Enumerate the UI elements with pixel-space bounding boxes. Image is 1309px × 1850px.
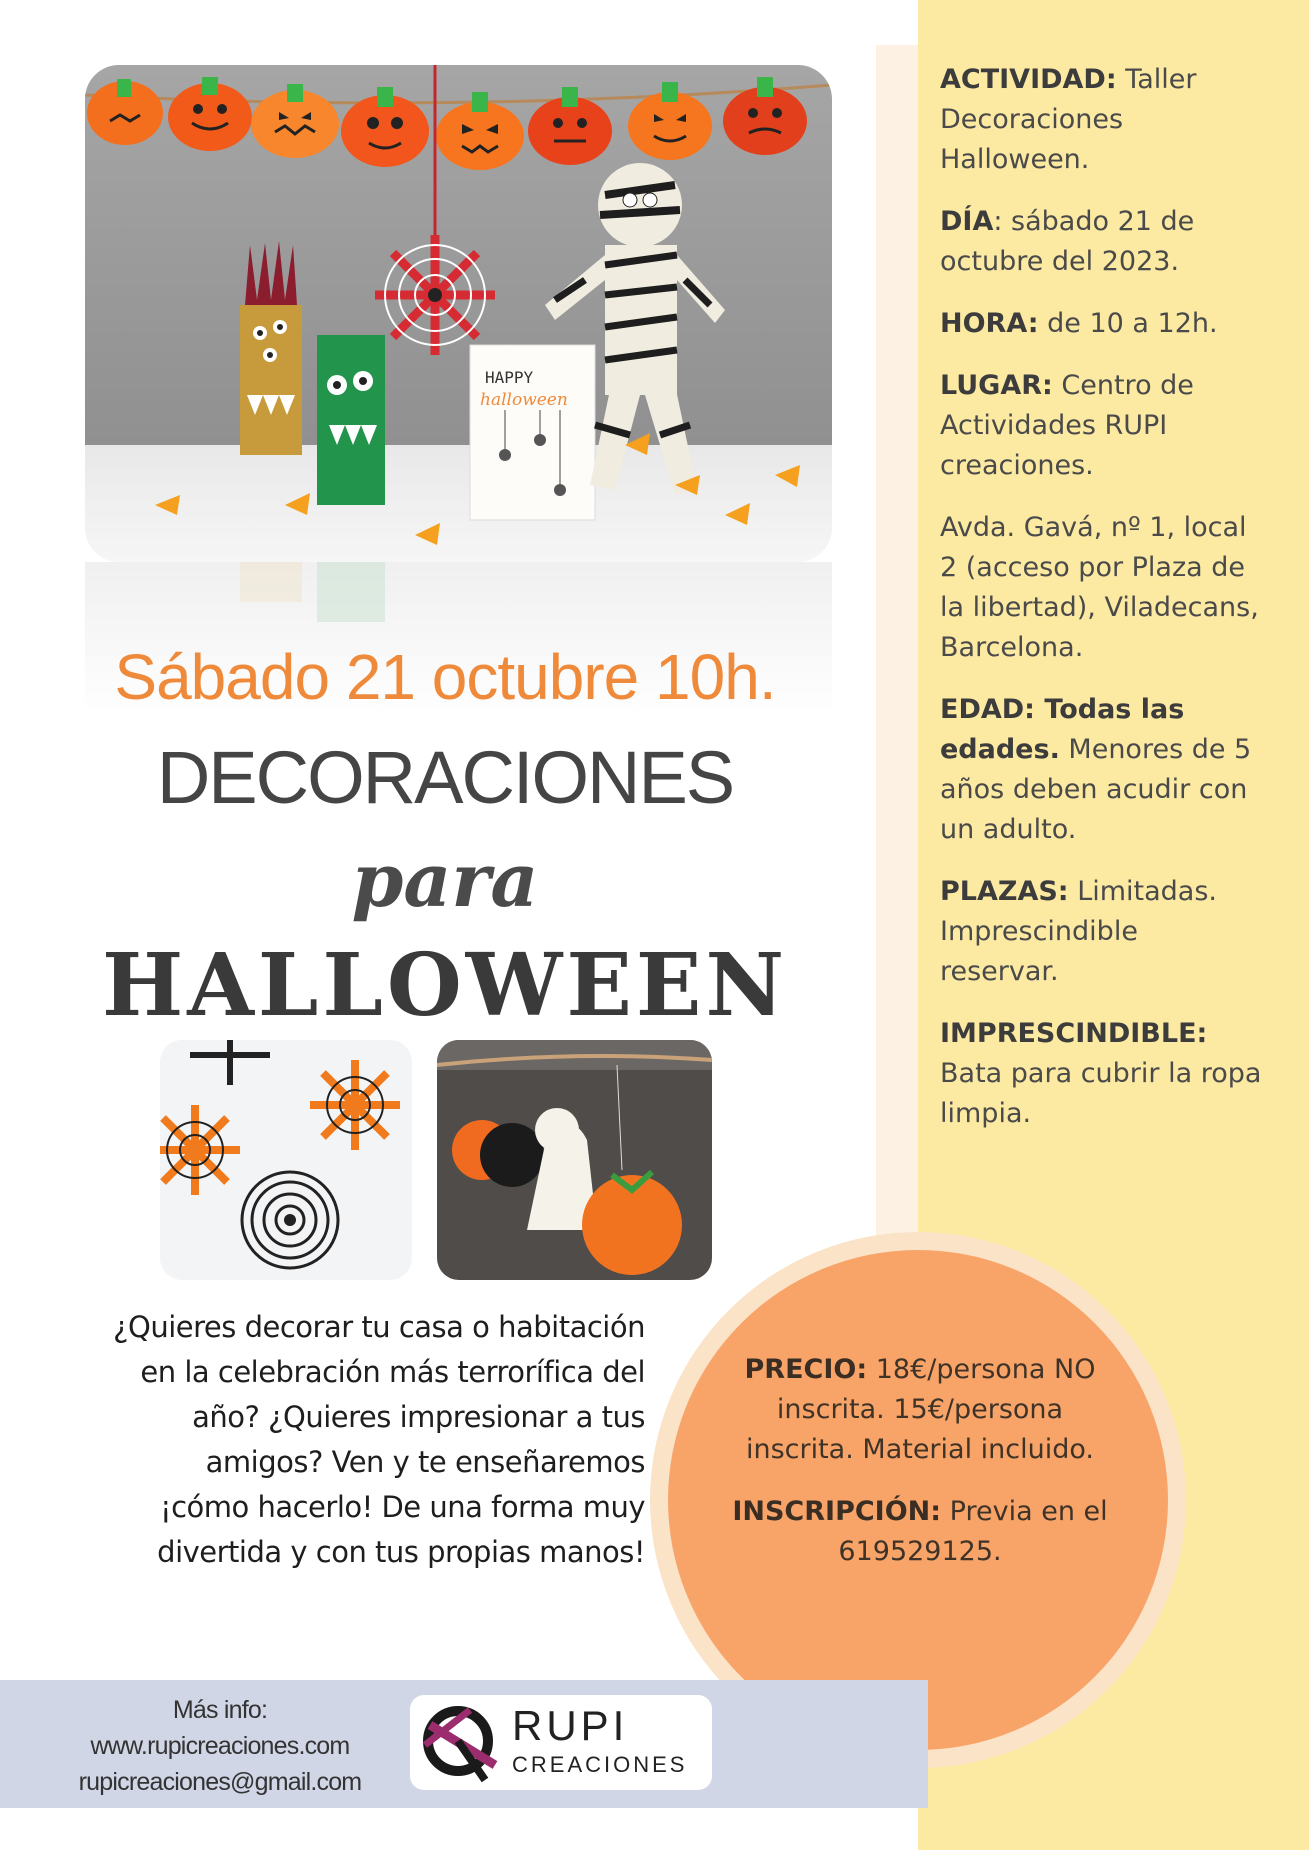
title-decoraciones: DECORACIONES [156,736,734,819]
hero-photo [85,65,832,562]
event-date-heading: Sábado 21 octubre 10h. [114,641,776,713]
activity-details [940,60,1265,1156]
pompom-garland-photo [437,1040,712,1280]
footer-website-link[interactable]: www.rupicreaciones.com [90,1732,350,1760]
detail-lugar: LUGAR: Centro de Actividades RUPI creaciones. [940,370,1194,481]
spider-web-craft [375,235,495,355]
svg-text:HAPPY: HAPPY [485,368,534,387]
detail-address: Avda. Gavá, nº 1, local 2 (acceso por Plaza de la libertad), Viladecans, Barcelona. [940,512,1259,663]
footer-contact [60,1692,380,1800]
detail-dia: DÍA: sábado 21 de octubre del 2023. [940,206,1195,277]
detail-plazas: PLAZAS: Limitadas. Imprescindible reservar. [940,876,1218,987]
title-halloween: HALLOWEEN [101,935,789,1036]
title-para: para [351,838,539,924]
logo-text-rupi: RUPI [512,1702,629,1749]
detail-actividad: ACTIVIDAD: Taller Decoraciones Halloween. [940,64,1197,175]
rupi-logo-icon [410,1695,510,1790]
precio-line: PRECIO: 18€/persona NO inscrita. 15€/persona inscrita. Material incluido. [744,1354,1096,1465]
footer-email-link[interactable]: rupicreaciones@gmail.com [78,1768,362,1796]
detail-edad: EDAD: Todas las edades. Menores de 5 años deben acudir con un adulto. [940,694,1252,845]
logo-text-creaciones: CREACIONES [512,1752,688,1777]
price-info [725,1350,1115,1594]
svg-text:halloween: halloween [480,390,568,410]
invitation-text: ¿Quieres decorar tu casa o habitación en la celebración más terrorífica del año? ¿Quieres impresionar a tus amigos? Ven y te enseñaremos ¡cómo hacerlo! De una forma muy divertida y con tus propias manos! [113,1310,645,1569]
halloween-card [470,345,595,520]
monster-tube-green [317,335,385,505]
inscripcion-line: INSCRIPCIÓN: Previa en el 619529125. [732,1496,1108,1567]
detail-imprescindible: IMPRESCINDIBLE: Bata para cubrir la ropa limpia. [940,1018,1262,1129]
detail-hora: HORA: de 10 a 12h. [940,308,1218,339]
spider-webs-photo [160,1040,412,1280]
footer-info-label: Más info: [172,1696,268,1724]
